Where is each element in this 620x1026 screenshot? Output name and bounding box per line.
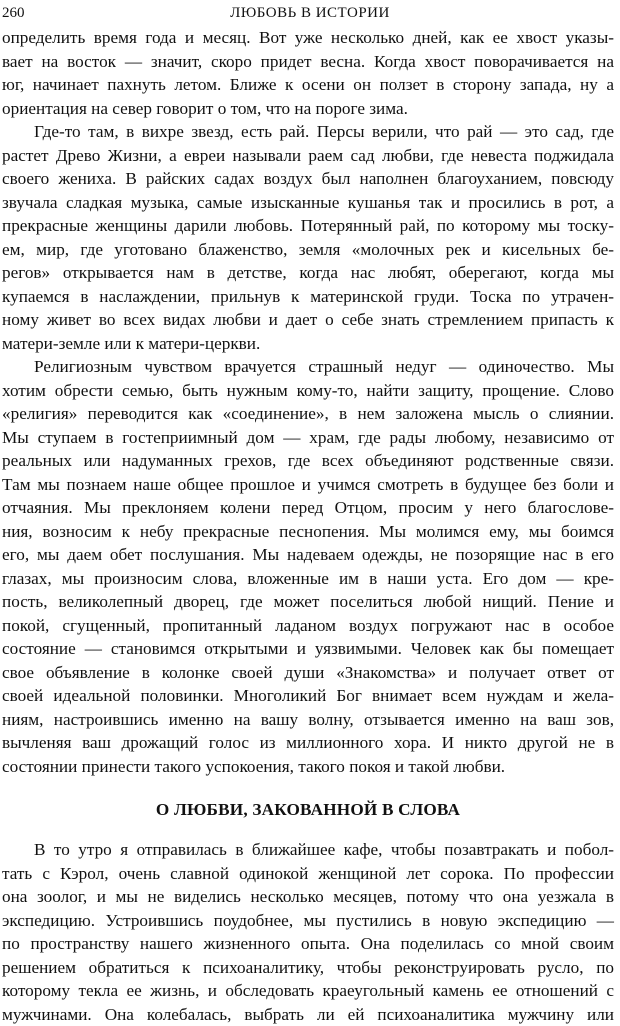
text-line: купаемся в наслаждении, прильнув к материнской груди. Тоска по утрачен-	[2, 285, 614, 309]
text-line: растет Древо Жизни, а евреи называли раем сад любви, где невеста поджидала	[2, 144, 614, 168]
text-line: Где-то там, в вихре звезд, есть рай. Персы верили, что рай — это сад, где	[2, 120, 614, 144]
text-line: Там мы познаем наше общее прошлое и учимся смотреть в будущее без боли и	[2, 473, 614, 497]
text-line: ем, мир, где уготовано блаженство, земля «молочных рек и кисельных бе-	[2, 238, 614, 262]
running-title: ЛЮБОВЬ В ИСТОРИИ	[0, 2, 620, 24]
running-head	[0, 2, 620, 24]
text-line: отчаяния. Мы преклоняем колени перед Отцом, просим у него благослове-	[2, 496, 614, 520]
text-line: реальных или надуманных грехов, где всех объединяют родственные связи.	[2, 449, 614, 473]
paragraph	[2, 838, 614, 1026]
text-line: по пространству нашего жизненного опыта. Она поделилась со мной своим	[2, 932, 614, 956]
text-line: вычленяя ваш дрожащий голос из миллионного хора. И никто другой не в	[2, 731, 614, 755]
text-line: которому текла ее жизнь, и обследовать краеугольный камень ее отношений с	[2, 979, 614, 1003]
text-line: матери-земле или к матери-церкви.	[2, 332, 614, 356]
text-line: В то утро я отправилась в ближайшее кафе, чтобы позавтракать и побол-	[2, 838, 614, 862]
text-line: прекрасные женщины дарили любовь. Потерянный рай, по которому мы тоску-	[2, 214, 614, 238]
text-line: юг, начинает пахнуть летом. Ближе к осени он ползет в сторону запада, ну а	[2, 73, 614, 97]
text-line: ориентация на север говорит о том, что на пороге зима.	[2, 97, 614, 121]
text-line: определить время года и месяц. Вот уже несколько дней, как ее хвост указы-	[2, 26, 614, 50]
text-line: «религия» переводится как «соединение», в нем заложена мысль о слиянии.	[2, 402, 614, 426]
paragraph	[2, 26, 614, 120]
text-line: Мы ступаем в гостеприимный дом — храм, где рады любому, независимо от	[2, 426, 614, 450]
text-line: мужчинами. Она колебалась, выбрать ли ей психоаналитика мужчину или	[2, 1003, 614, 1026]
page-number: 260	[2, 2, 25, 24]
text-line: состоянии принести такого успокоения, такого покоя и такой любви.	[2, 755, 614, 779]
text-line: экспедицию. Устроившись поудобнее, мы пустились в новую экспедицию —	[2, 909, 614, 933]
text-line: Религиозным чувством врачуется страшный недуг — одиночество. Мы	[2, 355, 614, 379]
text-line: его, мы даем обет послушания. Мы надеваем одежды, не позорящие нас в его	[2, 543, 614, 567]
text-line: решением обратиться к психоаналитику, чтобы реконструировать русло, по	[2, 956, 614, 980]
text-line: покой, сгущенный, пропитанный ладаном воздух погружают нас в особое	[2, 614, 614, 638]
text-line: она зоолог, и мы не виделись несколько месяцев, потому что она уезжала в	[2, 885, 614, 909]
text-line: пость, великолепный дворец, где может поселиться любой нищий. Пение и	[2, 590, 614, 614]
paragraph	[2, 120, 614, 355]
text-line: регов» открывается нам в детстве, когда нас любят, оберегают, когда мы	[2, 261, 614, 285]
text-line: ному живет во всех видах любви и дает о себе знать стремлением припасть к	[2, 308, 614, 332]
section-heading: О ЛЮБВИ, ЗАКОВАННОЙ В СЛОВА	[2, 782, 614, 838]
text-line: тать с Кэрол, очень славной одинокой женщиной лет сорока. По профессии	[2, 862, 614, 886]
text-line: состояние — становимся открытыми и уязвимыми. Человек как бы помещает	[2, 637, 614, 661]
text-line: своего жениха. В райских садах воздух был наполнен благоуханием, повсюду	[2, 167, 614, 191]
text-line: своей идеальной половинки. Многоликий Бог внимает всем нуждам и жела-	[2, 684, 614, 708]
text-line: вает на восток — значит, скоро придет весна. Когда хвост поворачивается на	[2, 50, 614, 74]
text-line: хотим обрести семью, быть нужным кому-то, найти защиту, прощение. Слово	[2, 379, 614, 403]
text-line: ния, возносим к небу прекрасные песнопения. Мы молимся ему, мы боимся	[2, 520, 614, 544]
text-line: звучала сладкая музыка, самые изысканные кушанья так и просились в рот, а	[2, 191, 614, 215]
text-line: ниям, настроившись именно на вашу волну, отзывается именно на ваш зов,	[2, 708, 614, 732]
text-line: свое объявление в колонке своей души «Знакомства» и получает ответ от	[2, 661, 614, 685]
text-line: глазах, мы произносим слова, вложенные им в наши уста. Его дом — кре-	[2, 567, 614, 591]
page-body	[2, 26, 614, 1026]
paragraph	[2, 355, 614, 778]
